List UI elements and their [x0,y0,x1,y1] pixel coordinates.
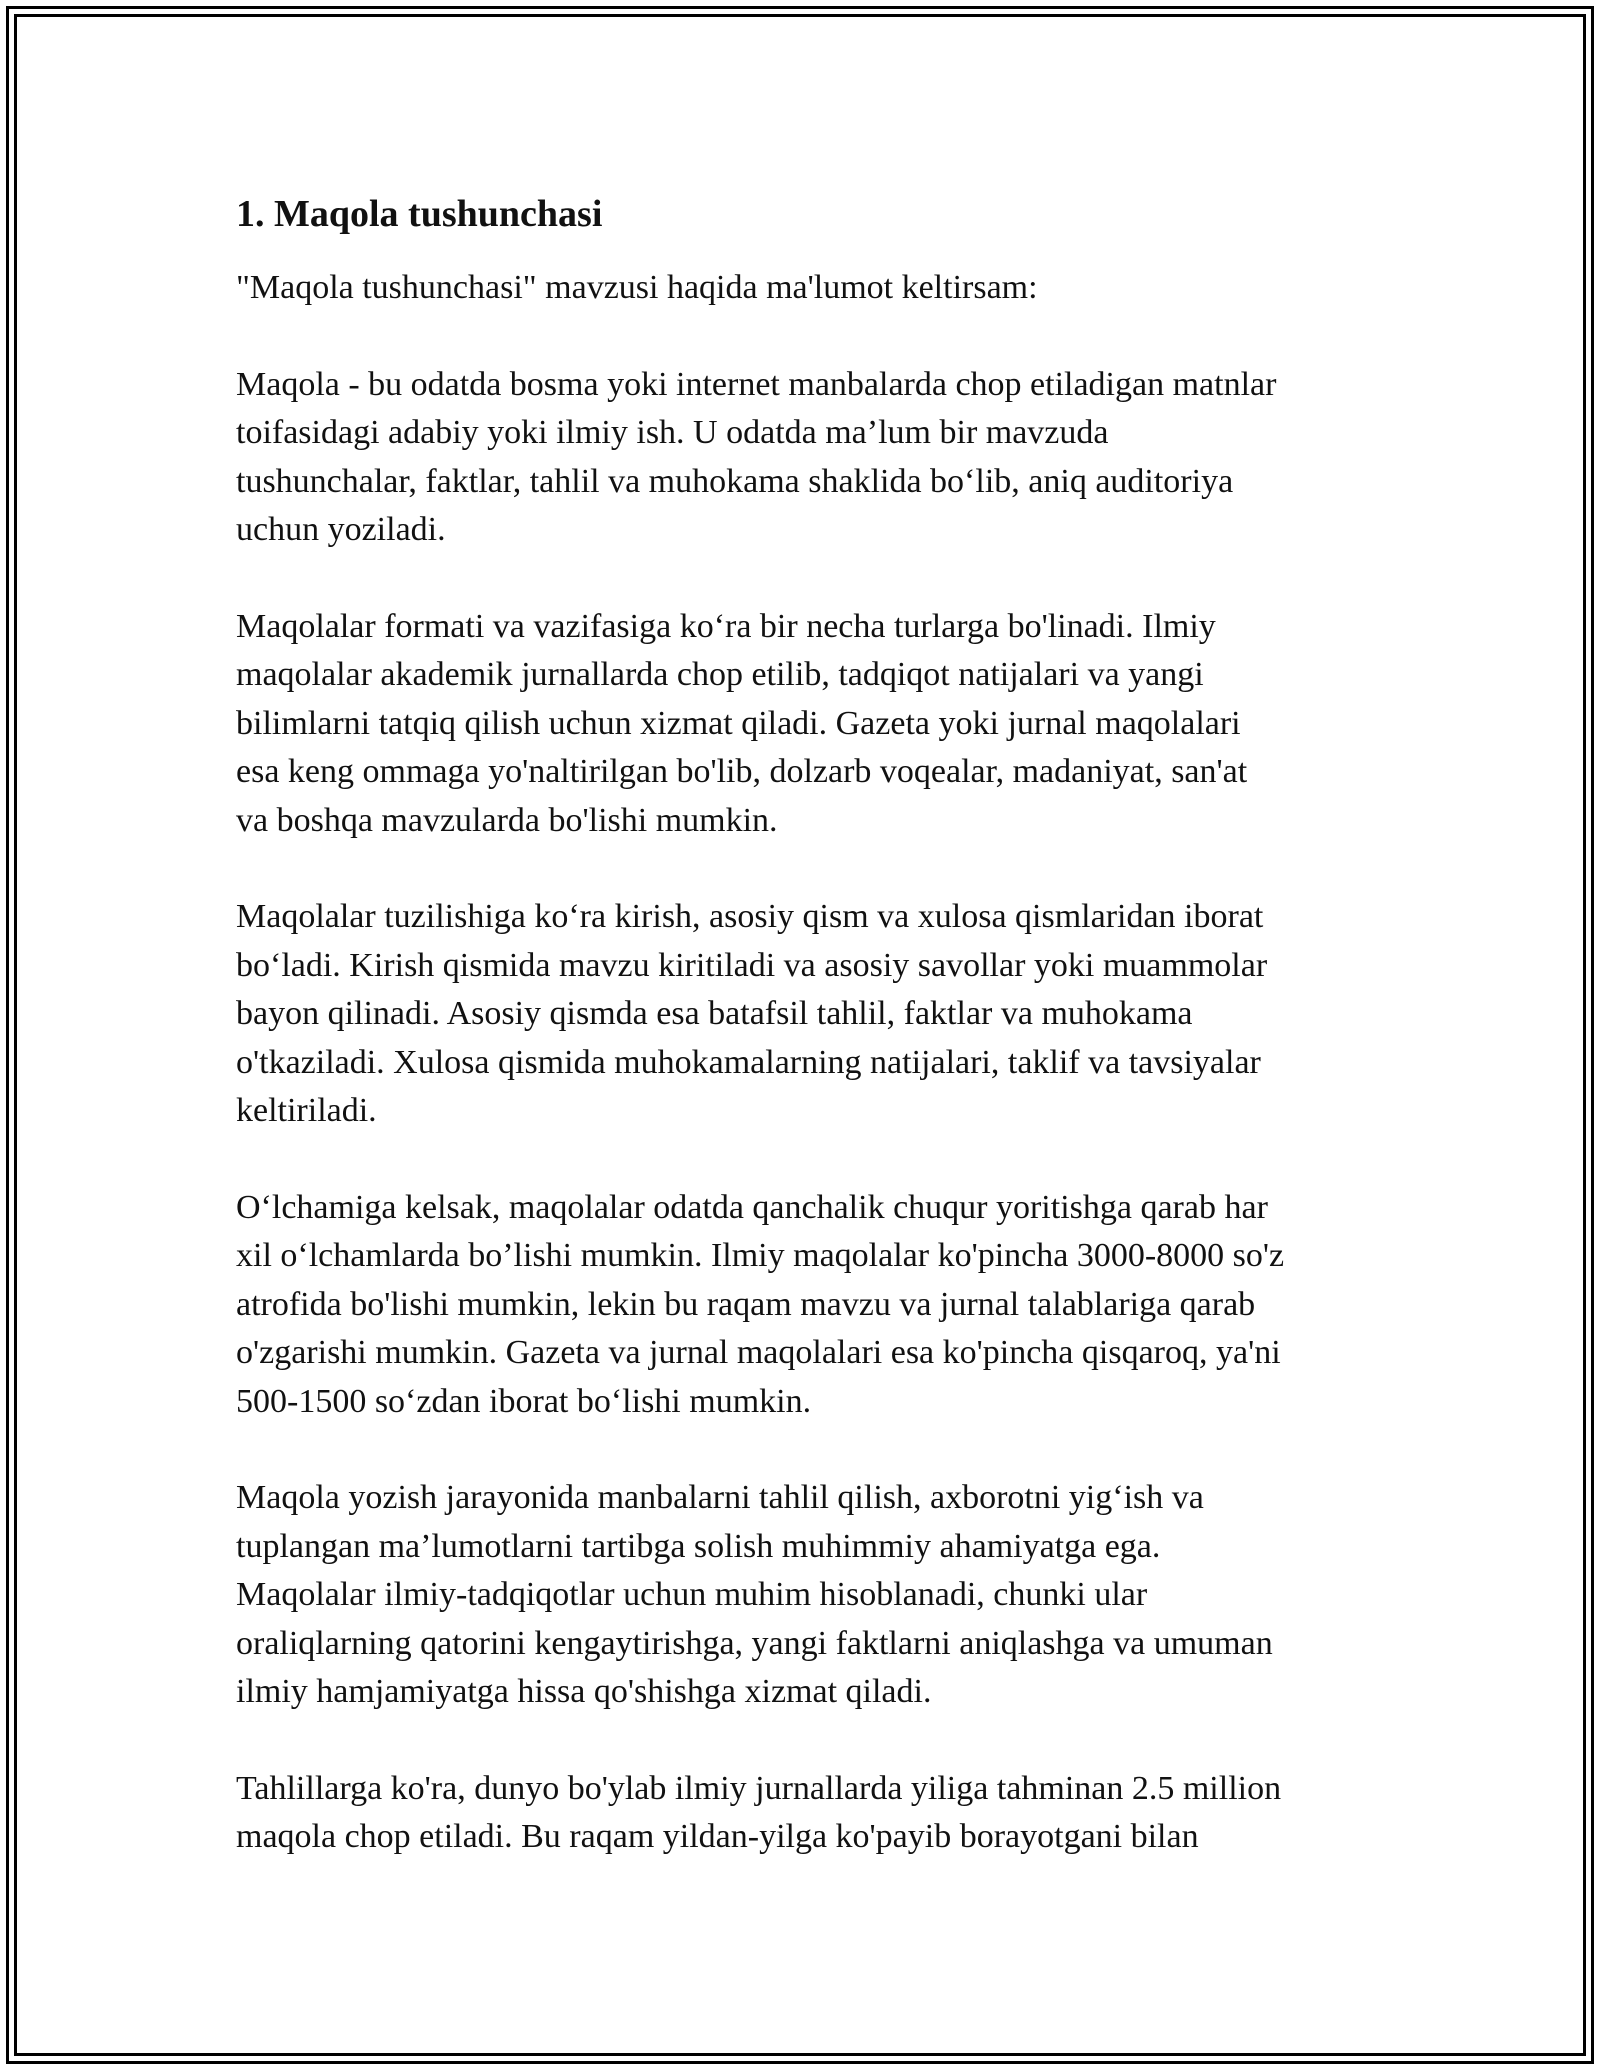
paragraph-size [236,1184,1396,1427]
text-line: atrofida bo'lishi mumkin, lekin bu raqam mavzu va jurnal talablariga qarab [236,1285,1256,1323]
text-line: maqola chop etiladi. Bu raqam yildan-yilga ko'payib borayotgani bilan [236,1818,1199,1855]
document-body [236,186,1396,1910]
text-line: Maqolalar tuzilishiga ko‘ra kirish, asosiy qism va xulosa qismlaridan iborat [236,898,1264,935]
text-line: "Maqola tushunchasi" mavzusi haqida ma'lumot keltirsam: [236,269,1038,306]
text-line: keltiriladi. [236,1092,377,1129]
paragraph-writing-process [236,1474,1396,1717]
paragraph-structure [236,893,1396,1136]
text-line: oraliqlarning qatorini kengaytirishga, yangi faktlarni aniqlashga va umuman [236,1624,1273,1662]
text-line: ilmiy hamjamiyatga hissa qo'shishga xizmat qiladi. [236,1673,932,1710]
text-line: o'tkaziladi. Xulosa qismida muhokamalarning natijalari, taklif va tavsiyalar [236,1043,1261,1081]
paragraph-intro [236,264,1396,313]
text-line: Maqolalar ilmiy-tadqiqotlar uchun muhim hisoblanadi, chunki ular [236,1576,1148,1613]
text-line: Maqola yozish jarayonida manbalarni tahlil qilish, axborotni yig‘ish va [236,1479,1204,1516]
paragraph-definition [236,361,1396,555]
text-line: bo‘ladi. Kirish qismida mavzu kiritiladi va asosiy savollar yoki muammolar [236,946,1268,984]
paragraph-types [236,603,1396,846]
text-line: bayon qilinadi. Asosiy qismda esa batafsil tahlil, faktlar va muhokama [236,995,1193,1032]
text-line: tushunchalar, faktlar, tahlil va muhokama shaklida bo‘lib, aniq auditoriya [236,462,1234,500]
text-line: 500-1500 so‘zdan iborat bo‘lishi mumkin. [236,1382,812,1420]
section-heading: 1. Maqola tushunchasi [236,193,603,235]
text-line: Maqola - bu odatda bosma yoki internet manbalarda chop etiladigan matnlar [236,365,1277,403]
text-line: Tahlillarga ko'ra, dunyo bo'ylab ilmiy jurnallarda yiliga tahminan 2.5 million [236,1769,1282,1807]
text-line: xil o‘lchamlarda bo’lishi mumkin. Ilmiy maqolalar ko'pincha 3000-8000 so'z [236,1237,1285,1274]
text-line: esa keng ommaga yo'naltirilgan bo'lib, dolzarb voqealar, madaniyat, san'at [236,753,1248,790]
text-line: toifasidagi adabiy yoki ilmiy ish. U odatda ma’lum bir mavzuda [236,414,1109,451]
text-line: tuplangan ma’lumotlarni tartibga solish muhimmiy ahamiyatga ega. [236,1527,1161,1565]
text-line: va boshqa mavzularda bo'lishi mumkin. [236,801,778,839]
text-line: bilimlarni tatqiq qilish uchun xizmat qiladi. Gazeta yoki jurnal maqolalari [236,704,1241,742]
text-line: Maqolalar formati va vazifasiga ko‘ra bir necha turlarga bo'linadi. Ilmiy [236,607,1216,645]
text-line: uchun yoziladi. [236,511,446,548]
paragraph-statistics [236,1765,1396,1862]
text-line: O‘lchamiga kelsak, maqolalar odatda qanchalik chuqur yoritishga qarab har [236,1188,1268,1226]
text-line: o'zgarishi mumkin. Gazeta va jurnal maqolalari esa ko'pincha qisqaroq, ya'ni [236,1334,1281,1371]
text-line: maqolalar akademik jurnallarda chop etilib, tadqiqot natijalari va yangi [236,656,1204,693]
